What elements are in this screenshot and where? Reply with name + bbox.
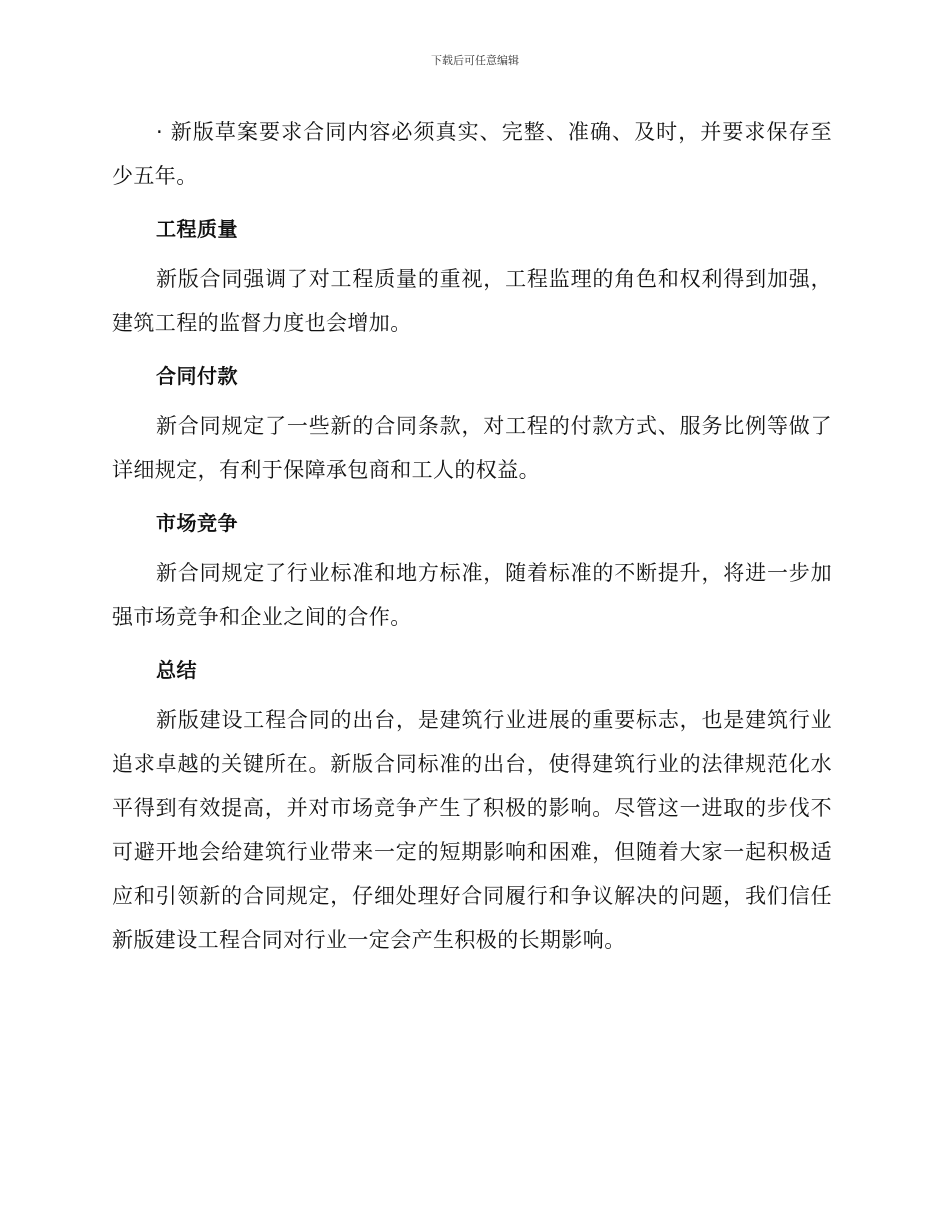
section-heading-market: 市场竞争 xyxy=(156,511,238,535)
payment-paragraph: 新合同规定了一些新的合同条款，对工程的付款方式、服务比例等做了详细规定，有利于保障承包商和工人的权益。 xyxy=(112,414,832,482)
quality-paragraph: 新版合同强调了对工程质量的重视，工程监理的角色和权利得到加强，建筑工程的监督力度也会增加。 xyxy=(112,267,832,335)
section-heading-summary: 总结 xyxy=(156,658,197,682)
page-header: 下载后可任意编辑 xyxy=(431,54,519,67)
market-paragraph: 新合同规定了行业标准和地方标准，随着标准的不断提升，将进一步加强市场竞争和企业之间的合作。 xyxy=(112,561,832,629)
document-body xyxy=(112,110,832,962)
section-heading-quality: 工程质量 xyxy=(156,217,238,241)
section-heading-payment: 合同付款 xyxy=(156,364,238,388)
intro-paragraph: · 新版草案要求合同内容必须真实、完整、准确、及时，并要求保存至少五年。 xyxy=(112,120,832,188)
summary-paragraph: 新版建设工程合同的出台，是建筑行业进展的重要标志，也是建筑行业追求卓越的关键所在。新版合同标准的出台，使得建筑行业的法律规范化水平得到有效提高，并对市场竞争产生了积极的影响。尽管这一进取的步伐不可避开地会给建筑行业带来一定的短期影响和困难，但随着大家一起积极适应和引领新的合同规定，仔细处理好合同履行和争议解决的问题，我们信任新版建设工程合同对行业一定会产生积极的长期影响。 xyxy=(112,708,832,952)
